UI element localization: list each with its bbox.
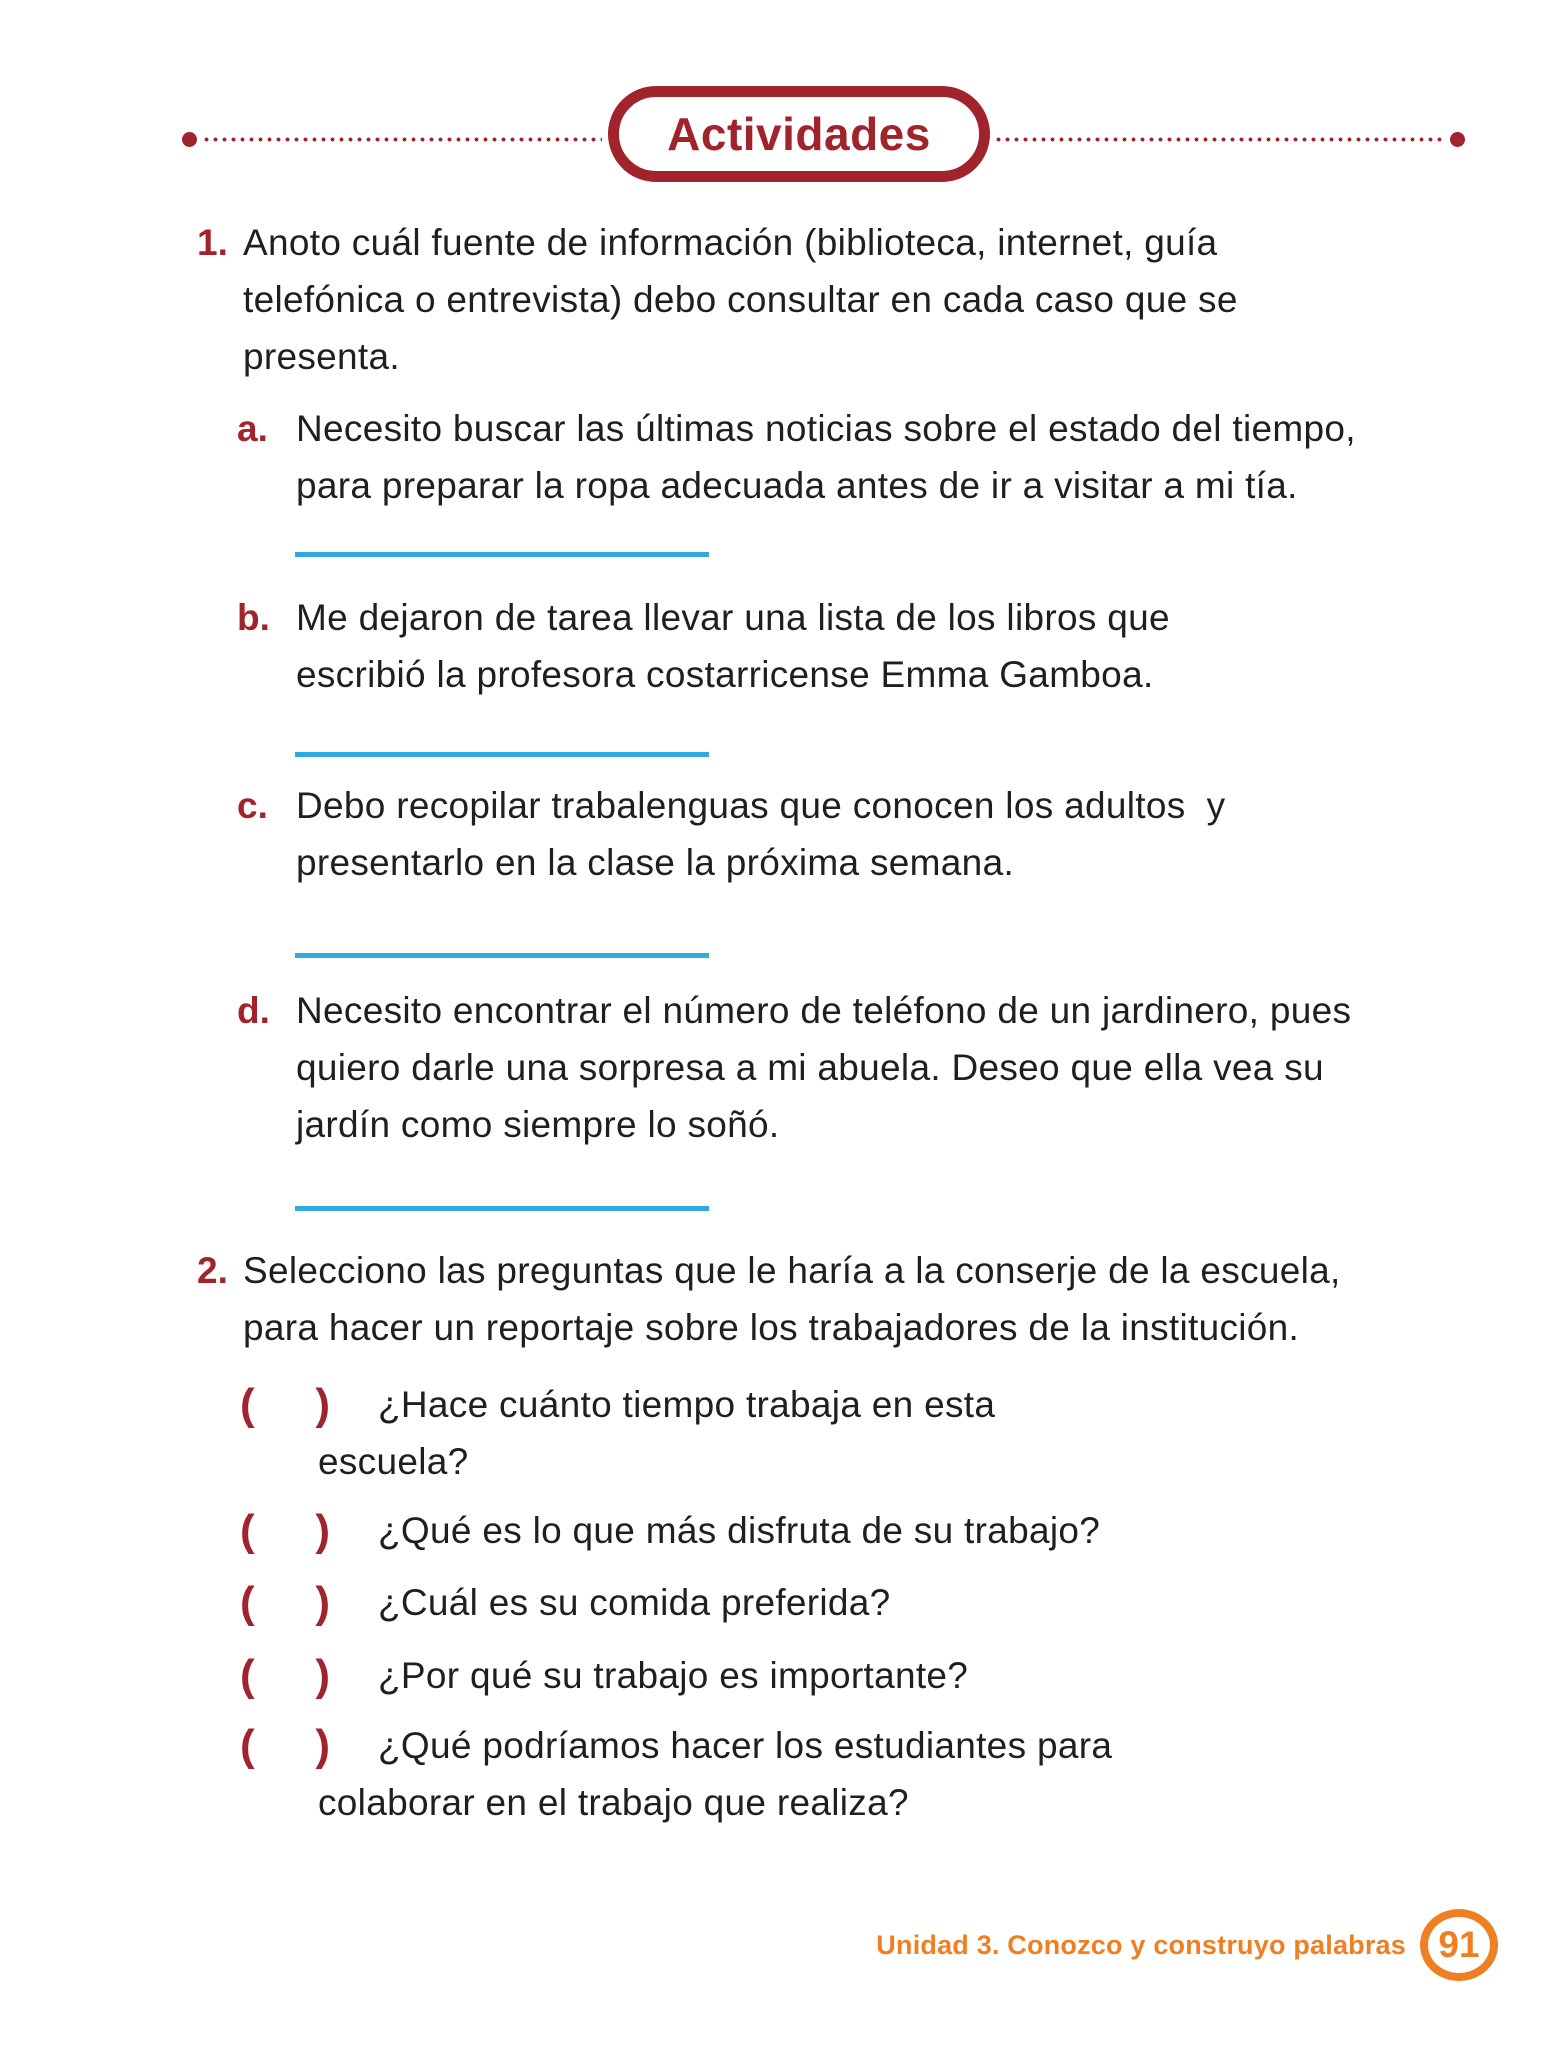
page-number: 91	[1438, 1924, 1480, 1965]
activities-badge	[608, 86, 990, 182]
question-text-line: ¿Por qué su trabajo es importante?	[378, 1655, 969, 1696]
subitem-d	[0, 982, 1564, 1153]
subitem-text-line: Debo recopilar trabalenguas que conocen los adultos y	[296, 785, 1226, 826]
answer-parentheses[interactable]	[240, 1647, 330, 1704]
item-text-line: presenta.	[243, 336, 400, 377]
subitem-text-line: Necesito buscar las últimas noticias sobre el estado del tiempo,	[296, 408, 1356, 449]
answer-blank-a[interactable]	[295, 552, 709, 557]
subitem-text-line: jardín como siempre lo soñó.	[296, 1104, 780, 1145]
item-text-line: Selecciono las preguntas que le haría a la conserje de la escuela,	[243, 1250, 1341, 1291]
answer-parentheses[interactable]	[240, 1376, 330, 1433]
page-footer	[0, 1905, 1498, 1985]
close-paren: )	[315, 1578, 330, 1627]
activity-item-1	[0, 214, 1564, 385]
subitem-letter: b.	[237, 597, 270, 638]
close-paren: )	[315, 1651, 330, 1700]
unit-title: Unidad 3. Conozco y construyo palabras	[876, 1929, 1406, 1960]
subitem-a	[0, 400, 1564, 514]
activities-badge-label: Actividades	[667, 108, 931, 160]
question-5	[0, 1717, 1564, 1831]
close-paren: )	[315, 1721, 330, 1770]
divider-end-dot-left	[182, 132, 197, 147]
dotted-divider-right	[994, 137, 1446, 142]
open-paren: (	[240, 1380, 255, 1429]
item-number: 1.	[197, 222, 228, 263]
answer-blank-d[interactable]	[295, 1206, 709, 1211]
answer-blank-c[interactable]	[295, 953, 709, 958]
question-text-line: ¿Qué podríamos hacer los estudiantes para	[378, 1725, 1113, 1766]
page-number-badge	[1420, 1909, 1498, 1981]
answer-parentheses[interactable]	[240, 1717, 330, 1774]
question-4	[0, 1647, 1564, 1704]
question-text-line: colaborar en el trabajo que realiza?	[318, 1782, 909, 1823]
item-text-line: telefónica o entrevista) debo consultar en cada caso que se	[243, 279, 1238, 320]
subitem-text-line: quiero darle una sorpresa a mi abuela. Deseo que ella vea su	[296, 1047, 1324, 1088]
activity-item-2	[0, 1242, 1564, 1356]
item-text-line: para hacer un reportaje sobre los trabajadores de la institución.	[243, 1307, 1300, 1348]
close-paren: )	[315, 1506, 330, 1555]
dotted-divider-left	[202, 137, 602, 142]
open-paren: (	[240, 1506, 255, 1555]
answer-parentheses[interactable]	[240, 1574, 330, 1631]
answer-blank-b[interactable]	[295, 752, 709, 757]
item-number: 2.	[197, 1250, 228, 1291]
subitem-text-line: para preparar la ropa adecuada antes de ir a visitar a mi tía.	[296, 465, 1298, 506]
question-2	[0, 1502, 1564, 1559]
subitem-c	[0, 777, 1564, 891]
item-text-line: Anoto cuál fuente de información (biblioteca, internet, guía	[243, 222, 1218, 263]
question-text-line: ¿Qué es lo que más disfruta de su trabajo?	[378, 1510, 1101, 1551]
subitem-letter: c.	[237, 785, 268, 826]
open-paren: (	[240, 1651, 255, 1700]
divider-end-dot-right	[1450, 132, 1465, 147]
subitem-letter: a.	[237, 408, 268, 449]
subitem-letter: d.	[237, 990, 270, 1031]
subitem-b	[0, 589, 1564, 703]
question-text-line: ¿Hace cuánto tiempo trabaja en esta	[378, 1384, 996, 1425]
subitem-text-line: escribió la profesora costarricense Emma Gamboa.	[296, 654, 1154, 695]
open-paren: (	[240, 1578, 255, 1627]
open-paren: (	[240, 1721, 255, 1770]
question-text-line: escuela?	[318, 1441, 469, 1482]
question-3	[0, 1574, 1564, 1631]
question-1	[0, 1376, 1564, 1490]
answer-parentheses[interactable]	[240, 1502, 330, 1559]
close-paren: )	[315, 1380, 330, 1429]
subitem-text-line: Necesito encontrar el número de teléfono de un jardinero, pues	[296, 990, 1352, 1031]
subitem-text-line: Me dejaron de tarea llevar una lista de los libros que	[296, 597, 1170, 638]
subitem-text-line: presentarlo en la clase la próxima semana.	[296, 842, 1015, 883]
question-text-line: ¿Cuál es su comida preferida?	[378, 1582, 891, 1623]
